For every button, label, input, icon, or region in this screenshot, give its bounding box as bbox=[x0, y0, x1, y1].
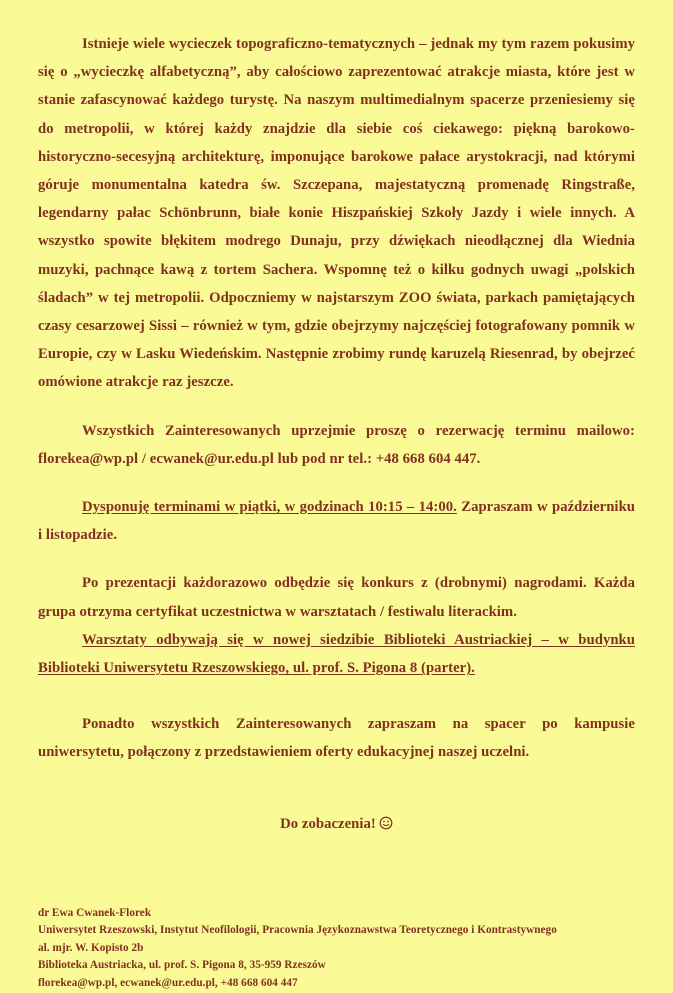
closing-line bbox=[38, 811, 635, 837]
paragraph-venue bbox=[38, 626, 635, 682]
signature-spacer bbox=[38, 837, 635, 905]
paragraph-intro: Istnieje wiele wycieczek topograficzno-tematycznych – jednak my tym razem pokusimy się o „wycieczkę alfabetyczną”, aby całościowo zaprezentować atrakcje miasta, które jest w stanie zafascynować każdego turystę. Na naszym multimedialnym spacerze przeniesiemy się do metropolii, w której każdy znajdzie dla siebie coś ciekawego: piękną barokowo-historyczno-secesyjną architekturę, imponujące barokowe pałace arystokracji, nad którymi góruje monumentalna katedra św. Szczepana, majestatyczną promenadę Ringstraße, legendarny pałac Schönbrunn, białe konie Hiszpańskiej Szkoły Jazdy i wiele innych. A wszystko spowite błękitem modrego Dunaju, przy dźwiękach nieodłącznej dla Wiednia muzyki, pachnące kawą z tortem Sachera. Wspomnę też o kilku godnych uwagi „polskich śladach” w tej metropolii. Odpoczniemy w najstarszym ZOO świata, parkach pamiętających czasy cesarzowej Sissi – również w tym, gdzie obejrzymy najczęściej fotografowany pomnik w Europie, czy w Lasku Wiedeńskim. Następnie zrobimy rundę karuzelą Riesenrad, by obejrzeć omówione atrakcje raz jeszcze. bbox=[38, 36, 635, 391]
paragraph-spacer bbox=[38, 473, 635, 493]
smiley-face-icon bbox=[379, 816, 393, 830]
closing-text: Do zobaczenia! bbox=[280, 815, 376, 832]
paragraph-spacer bbox=[38, 682, 635, 710]
closing-spacer bbox=[38, 767, 635, 811]
signature-address-street: al. mjr. W. Kopisto 2b bbox=[38, 941, 144, 954]
availability-underlined-text: Dysponuję terminami w piątki, w godzinach 10:15 – 14:00. bbox=[82, 499, 457, 516]
venue-underlined-text: Warsztaty odbywają się w nowej siedzibie Biblioteki Austriackiej – w budynku Biblioteki Uniwersytetu Rzeszowskiego, ul. prof. S. Pigona 8 (parter). bbox=[38, 631, 635, 677]
paragraph-campus-walk: Ponadto wszystkich Zainteresowanych zapraszam na spacer po kampusie uniwersytetu, połączony z przedstawieniem oferty edukacyjnej naszej uczelni. bbox=[38, 716, 635, 761]
signature-block bbox=[38, 905, 635, 993]
paragraph-availability bbox=[38, 493, 635, 549]
document-body bbox=[38, 30, 635, 993]
paragraph-spacer bbox=[38, 397, 635, 417]
signature-library-address: Biblioteka Austriacka, ul. prof. S. Pigona 8, 35-959 Rzeszów bbox=[38, 959, 326, 972]
availability-rest-text: Zapraszam w październiku i listopadzie. bbox=[38, 499, 636, 544]
paragraph-spacer bbox=[38, 549, 635, 569]
paragraph-contest: Po prezentacji każdorazowo odbędzie się konkurs z (drobnymi) nagrodami. Każda grupa otrzyma certyfikat uczestnictwa w warsztatach / festiwalu literackim. bbox=[38, 575, 635, 620]
signature-name: dr Ewa Cwanek-Florek bbox=[38, 906, 152, 919]
paragraph-reservation: Wszystkich Zainteresowanych uprzejmie proszę o rezerwację terminu mailowo: florekea@wp.pl / ecwanek@ur.edu.pl lub pod nr tel.: +48 668 604 447. bbox=[38, 422, 635, 467]
signature-affiliation: Uniwersytet Rzeszowski, Instytut Neofilologii, Pracownia Językoznawstwa Teoretycznego i Kontrastywnego bbox=[38, 924, 557, 937]
signature-contact: florekea@wp.pl, ecwanek@ur.edu.pl, +48 668 604 447 bbox=[38, 977, 298, 990]
